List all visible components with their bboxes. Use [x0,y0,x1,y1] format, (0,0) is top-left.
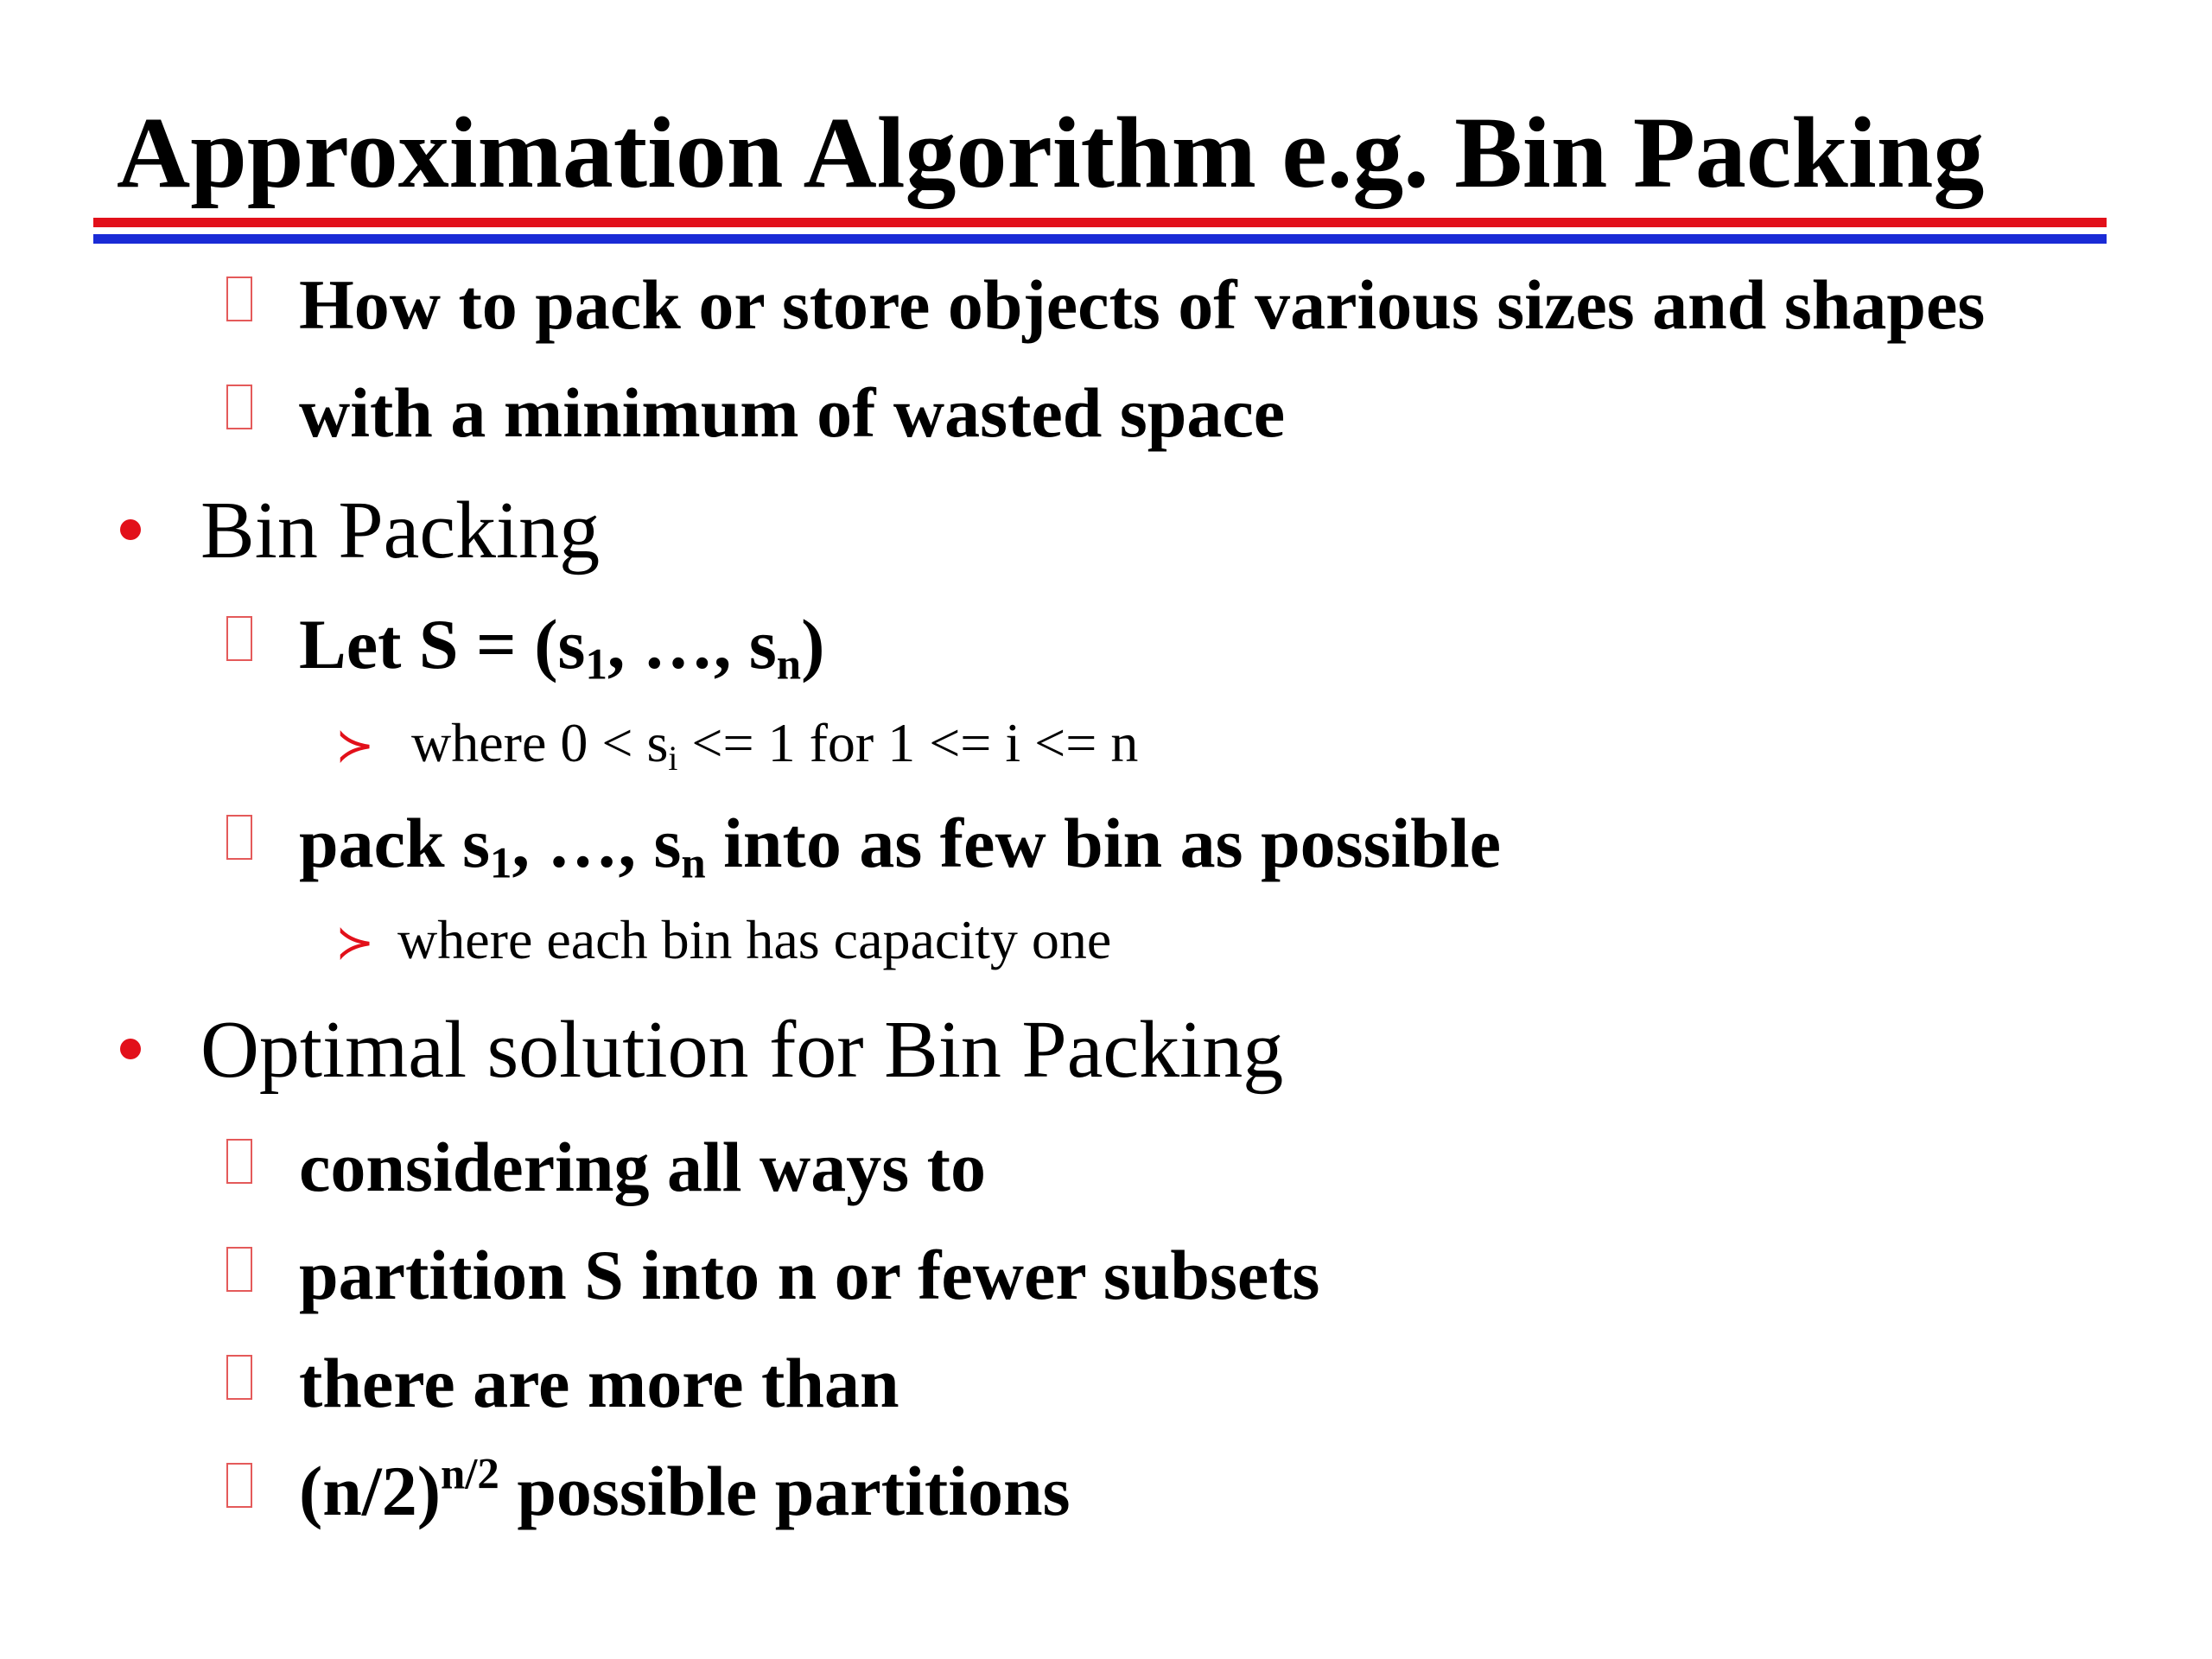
arrow-bullet-icon: ≻ [335,917,375,969]
square-bullet-icon [226,385,252,429]
square-bullet-icon [226,276,252,321]
slide-title: Approximation Algorithm e.g. Bin Packing [117,96,1985,209]
pack-text: pack $s_1$, …, $s_n$ into as few bin as possible [299,804,1502,887]
round-bullet-icon [120,1039,141,1059]
where-capacity-text: where each bin has capacity one [397,909,1112,970]
intro-line-1-text: How to pack or store objects of various sizes and shapes [299,265,1986,344]
bullet-optimal-solution-heading: Optimal solution for Bin Packing [200,1005,1284,1095]
optimal-item-2-text: partition S into n or fewer subsets [299,1236,1320,1314]
optimal-item-4-text: $(n/2)^{n/2}$ possible partitions [299,1449,1071,1530]
arrow-bullet-icon: ≻ [335,720,375,772]
title-underline-red [93,218,2107,227]
intro-line-2-text: with a minimum of wasted space [299,373,1286,452]
square-bullet-icon [226,1355,252,1400]
square-bullet-icon [226,1139,252,1184]
let-s-text: Let $S = (s_1$, …, $s_n$) [299,605,825,689]
bullet-bin-packing-heading: Bin Packing [200,486,601,575]
optimal-item-1-text: considering all ways to [299,1128,986,1206]
title-underline-blue [93,234,2107,244]
square-bullet-icon [226,616,252,661]
round-bullet-icon [120,519,141,540]
square-bullet-icon [226,1463,252,1508]
square-bullet-icon [226,815,252,860]
where-range-text: where $0 < s_i <= 1$ for 1 <= i <= n [411,712,1139,778]
optimal-item-3-text: there are more than [299,1344,899,1422]
square-bullet-icon [226,1247,252,1292]
